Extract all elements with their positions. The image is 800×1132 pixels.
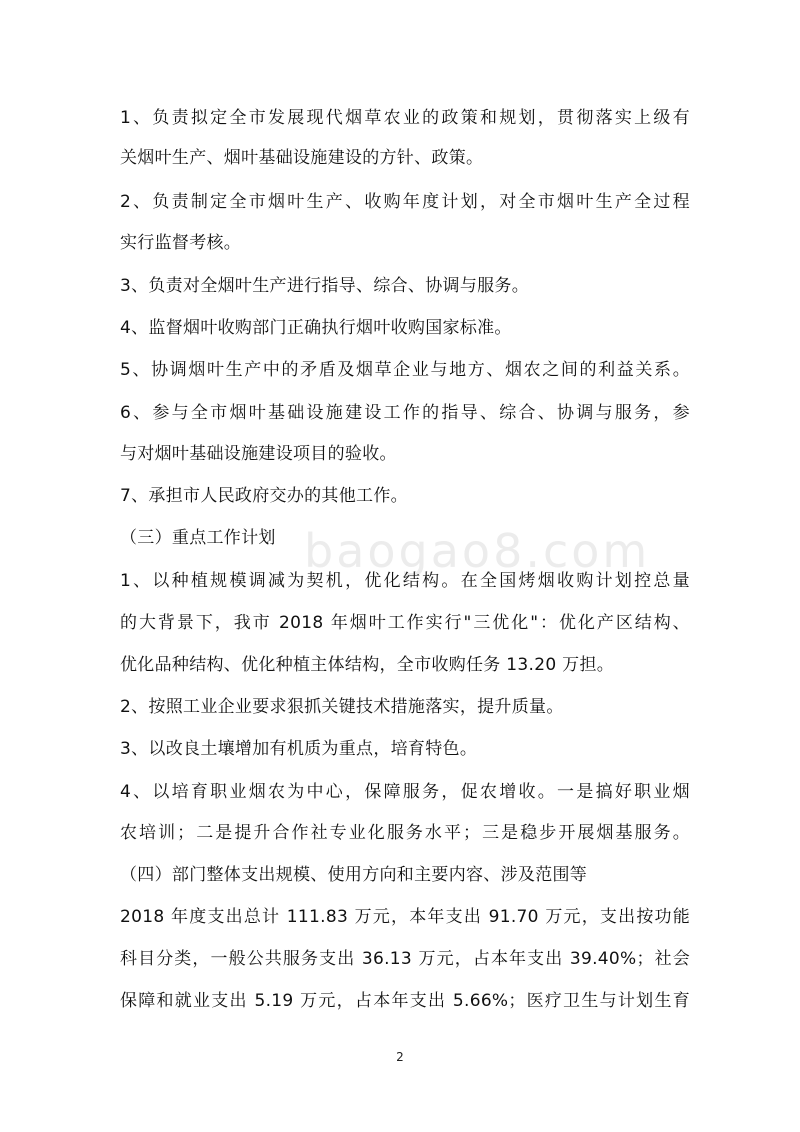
text-line: 2018 年度支出总计 111.83 万元，本年支出 91.70 万元，支出按功能: [120, 907, 690, 927]
text-line: 的大背景下，我市 2018 年烟叶工作实行"三优化"：优化产区结构、: [120, 613, 690, 633]
text-line: 6、参与全市烟叶基础设施建设工作的指导、综合、协调与服务，参: [120, 403, 690, 423]
text-line: 1、以种植规模调减为契机，优化结构。在全国烤烟收购计划控总量: [120, 571, 690, 591]
page-number: 2: [396, 1050, 404, 1064]
text-line: 3、负责对全烟叶生产进行指导、综合、协调与服务。: [120, 276, 530, 296]
text-line: 5、协调烟叶生产中的矛盾及烟草企业与地方、烟农之间的利益关系。: [120, 360, 690, 380]
text-line: 保障和就业支出 5.19 万元，占本年支出 5.66%；医疗卫生与计划生育: [120, 991, 690, 1011]
text-line: 实行监督考核。: [120, 233, 242, 253]
text-line: 4、以培育职业烟农为中心，保障服务，促农增收。一是搞好职业烟: [120, 782, 690, 802]
text-line: 7、承担市人民政府交办的其他工作。: [120, 486, 408, 506]
section-heading: （三）重点工作计划: [120, 528, 276, 548]
text-line: 4、监督烟叶收购部门正确执行烟叶收购国家标准。: [120, 318, 512, 338]
text-line: 3、以改良土壤增加有机质为重点，培育特色。: [120, 739, 478, 759]
text-line: 科目分类，一般公共服务支出 36.13 万元，占本年支出 39.40%；社会: [120, 949, 690, 969]
text-line: 2、负责制定全市烟叶生产、收购年度计划，对全市烟叶生产全过程: [120, 192, 690, 212]
section-heading: （四）部门整体支出规模、使用方向和主要内容、涉及范围等: [120, 865, 588, 885]
text-line: 与对烟叶基础设施建设项目的验收。: [120, 444, 397, 464]
text-line: 优化品种结构、优化种植主体结构，全市收购任务 13.20 万担。: [120, 655, 615, 675]
text-line: 1、负责拟定全市发展现代烟草农业的政策和规划，贯彻落实上级有: [120, 108, 690, 128]
watermark-text: baogao8.com: [304, 524, 651, 578]
text-line: 2、按照工业企业要求狠抓关键技术措施落实，提升质量。: [120, 697, 564, 717]
text-line: 关烟叶生产、烟叶基础设施建设的方针、政策。: [120, 148, 484, 168]
text-line: 农培训；二是提升合作社专业化服务水平；三是稳步开展烟基服务。: [120, 823, 690, 843]
